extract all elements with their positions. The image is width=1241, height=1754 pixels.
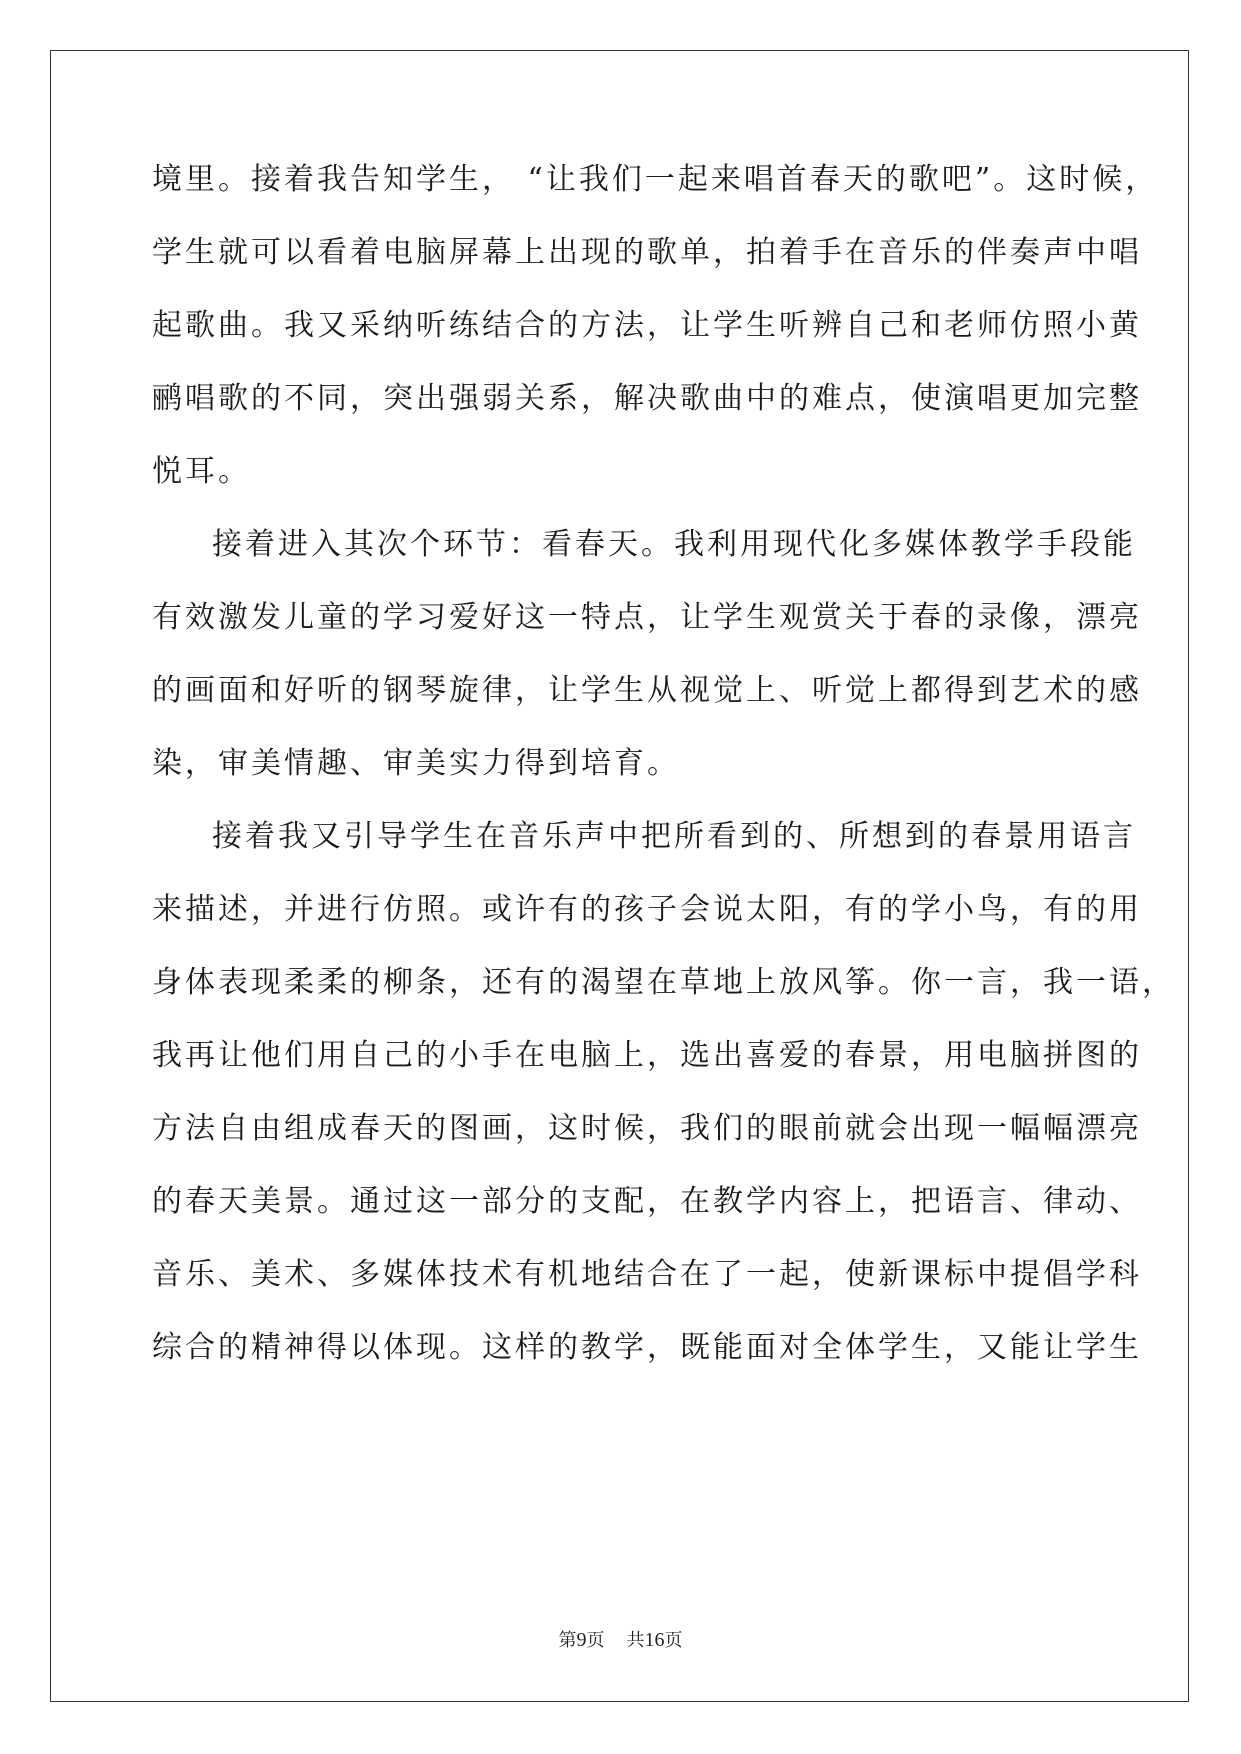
total-suffix: 页 bbox=[664, 1630, 683, 1651]
text-line: 综合的精神得以体现。这样的教学，既能面对全体学生，又能让学生 bbox=[152, 1330, 1142, 1365]
page-footer bbox=[0, 1628, 1241, 1653]
text-line: 染，审美情趣、审美实力得到培育。 bbox=[152, 746, 680, 781]
text-line: 的春天美景。通过这一部分的支配，在教学内容上，把语言、律动、 bbox=[152, 1184, 1142, 1219]
text-line: 接着我又引导学生在音乐声中把所看到的、所想到的春景用语言 bbox=[212, 819, 1136, 854]
total-pages: 16 bbox=[644, 1629, 665, 1651]
text-line: 接着进入其次个环节：看春天。我利用现代化多媒体教学手段能 bbox=[212, 527, 1136, 562]
text-line: 来描述，并进行仿照。或许有的孩子会说太阳，有的学小鸟，有的用 bbox=[152, 892, 1142, 927]
text-line: 音乐、美术、多媒体技术有机地结合在了一起，使新课标中提倡学科 bbox=[152, 1257, 1142, 1292]
total-prefix: 共 bbox=[626, 1630, 645, 1651]
text-line: 境里。接着我告知学生， “让我们一起来唱首春天的歌吧”。这时候， bbox=[152, 162, 1159, 197]
page-border bbox=[50, 50, 1189, 1702]
text-line: 的画面和好听的钢琴旋律，让学生从视觉上、听觉上都得到艺术的感 bbox=[152, 673, 1142, 708]
text-line: 起歌曲。我又采纳听练结合的方法，让学生听辨自己和老师仿照小黄 bbox=[152, 308, 1142, 343]
text-line: 方法自由组成春天的图画，这时候，我们的眼前就会出现一幅幅漂亮 bbox=[152, 1111, 1142, 1146]
page-number: 9 bbox=[576, 1629, 587, 1651]
page-prefix: 第 bbox=[558, 1630, 577, 1651]
text-line: 我再让他们用自己的小手在电脑上，选出喜爱的春景，用电脑拼图的 bbox=[152, 1038, 1142, 1073]
page-suffix: 页 bbox=[586, 1630, 605, 1651]
text-line: 悦耳。 bbox=[152, 454, 251, 489]
text-line: 鹂唱歌的不同，突出强弱关系，解决歌曲中的难点，使演唱更加完整 bbox=[152, 381, 1142, 416]
text-line: 学生就可以看着电脑屏幕上出现的歌单，拍着手在音乐的伴奏声中唱 bbox=[152, 235, 1142, 270]
text-line: 有效激发儿童的学习爱好这一特点，让学生观赏关于春的录像，漂亮 bbox=[152, 600, 1142, 635]
text-line: 身体表现柔柔的柳条，还有的渴望在草地上放风筝。你一言，我一语， bbox=[152, 965, 1175, 1000]
